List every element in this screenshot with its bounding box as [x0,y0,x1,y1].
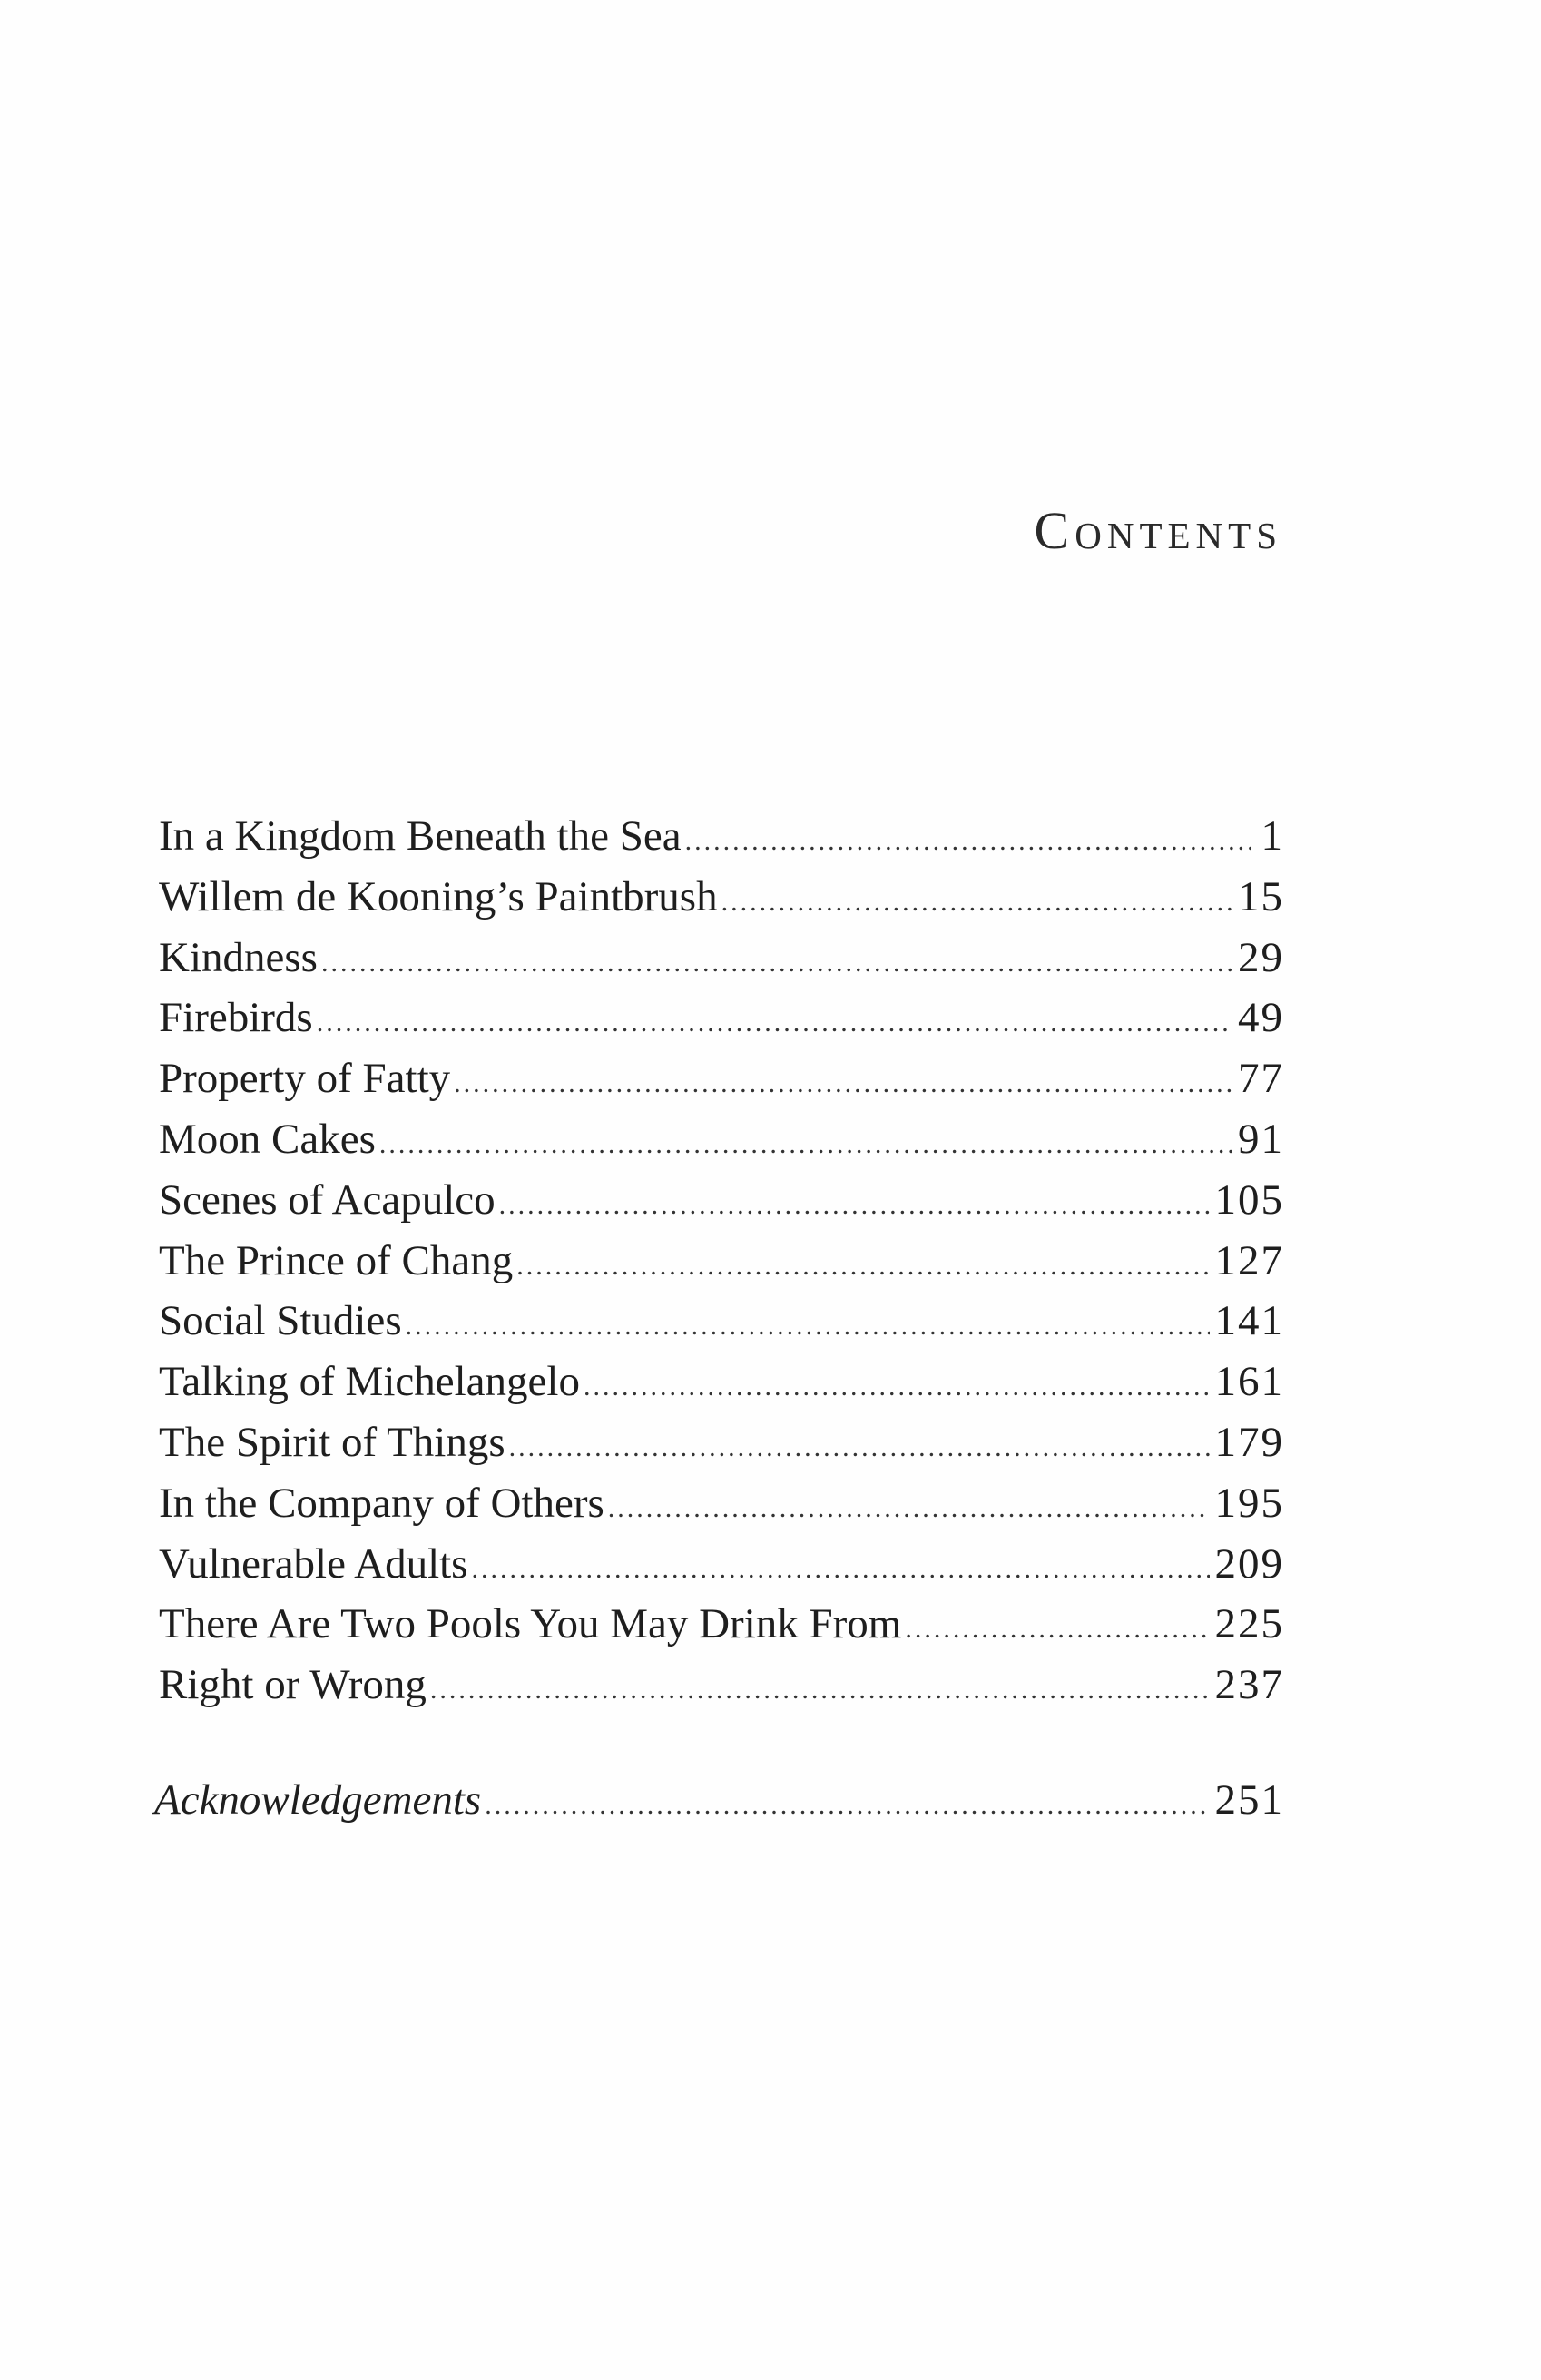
toc-entry [159,1170,1284,1231]
toc-entry [159,1048,1284,1109]
toc-entry-title: Moon Cakes [159,1115,376,1163]
toc-entry-page: 209 [1214,1539,1284,1588]
toc-entry-title: Acknowledgements [154,1776,482,1824]
dot-leader [471,1556,1209,1583]
toc-entry-title: Talking of Michelangelo [159,1358,580,1406]
toc-entry [159,1231,1284,1292]
toc-entry [159,1291,1284,1352]
dot-leader [321,949,1232,977]
dot-leader [509,1434,1210,1461]
toc-entry-page: 127 [1214,1236,1284,1284]
toc-entry-page: 251 [1214,1776,1284,1824]
page-title: Contents [1034,501,1282,560]
dot-leader [584,1373,1210,1401]
dot-leader [905,1616,1209,1643]
toc-entry-page: 29 [1238,933,1284,981]
toc-entry [159,1473,1284,1534]
dot-leader [499,1192,1210,1219]
toc-entry-title: Property of Fatty [159,1055,451,1103]
toc-entry [159,1534,1284,1595]
toc-entry-title: There Are Two Pools You May Drink From [159,1600,902,1648]
toc-entry-title: The Prince of Chang [159,1236,514,1284]
toc-entry-title: In the Company of Others [159,1479,604,1527]
back-matter [154,1770,1284,1831]
toc-entry [159,806,1284,867]
toc-entry-page: 141 [1214,1297,1284,1345]
toc-entry-page: 1 [1261,812,1284,860]
toc-entry-title: Kindness [159,933,318,981]
toc-entry [159,1594,1284,1655]
toc-entry-title: Vulnerable Adults [159,1539,468,1588]
table-of-contents [159,806,1284,1716]
toc-entry [159,1655,1284,1716]
dot-leader [454,1070,1232,1097]
dot-leader [516,1253,1209,1280]
toc-entry-title: In a Kingdom Beneath the Sea [159,812,682,860]
toc-entry-title: Social Studies [159,1297,402,1345]
toc-entry-page: 77 [1238,1055,1284,1103]
toc-entry [159,1352,1284,1412]
toc-entry-page: 225 [1214,1600,1284,1648]
toc-entry-page: 105 [1214,1175,1284,1224]
toc-entry-page: 49 [1238,994,1284,1042]
toc-entry-page: 91 [1238,1115,1284,1163]
toc-entry-title: Willem de Kooning’s Paintbrush [159,872,718,920]
toc-entry-title: Scenes of Acapulco [159,1175,496,1224]
dot-leader [379,1131,1232,1158]
toc-entry-page: 237 [1214,1661,1284,1709]
toc-entry [159,1412,1284,1473]
toc-entry-page: 15 [1238,872,1284,920]
toc-entry [159,1109,1284,1170]
dot-leader [721,889,1232,916]
dot-leader [685,828,1251,855]
toc-entry-title: Right or Wrong [159,1661,427,1709]
toc-entry-page: 179 [1214,1418,1284,1466]
toc-entry [159,867,1284,928]
dot-leader [608,1495,1210,1522]
toc-entry-acknowledgements [154,1770,1284,1831]
dot-leader [317,1009,1232,1037]
toc-entry-title: The Spirit of Things [159,1418,505,1466]
toc-entry [159,928,1284,988]
dot-leader [430,1677,1210,1704]
toc-entry-title: Firebirds [159,994,313,1042]
toc-entry [159,988,1284,1048]
toc-entry-page: 161 [1214,1358,1284,1406]
toc-entry-page: 195 [1214,1479,1284,1527]
dot-leader [485,1792,1209,1819]
dot-leader [406,1313,1210,1340]
